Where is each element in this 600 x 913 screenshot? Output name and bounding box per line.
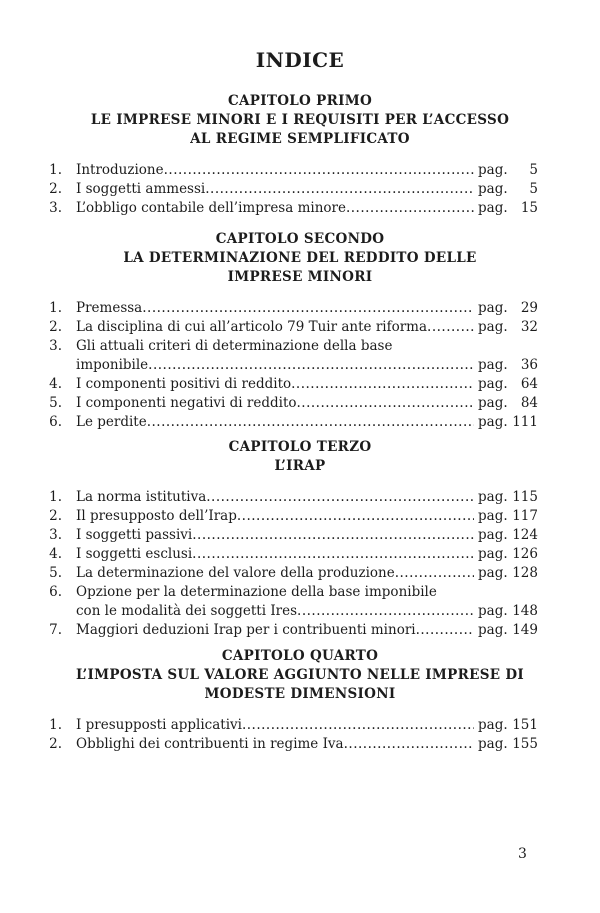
chapter-heading-line: MODESTE DIMENSIONI bbox=[204, 686, 396, 702]
entry-pag-label: pag. bbox=[478, 319, 508, 335]
entry-pag-label: pag. bbox=[478, 622, 508, 638]
entry-number: 4. bbox=[49, 546, 62, 562]
entry-list bbox=[0, 161, 600, 218]
entry-list bbox=[0, 716, 600, 754]
toc-entry[interactable] bbox=[0, 507, 600, 526]
entry-title: Maggiori deduzioni Irap per i contribuenti minori ..... bbox=[76, 621, 474, 640]
entry-number: 3. bbox=[49, 338, 62, 354]
toc-entry[interactable] bbox=[0, 161, 600, 180]
chapter-label: CAPITOLO SECONDO bbox=[215, 231, 385, 247]
entry-title: I presupposti applicativi ..... bbox=[76, 716, 474, 735]
chapter-4 bbox=[0, 647, 600, 754]
chapter-1 bbox=[0, 92, 600, 218]
entry-number: 2. bbox=[49, 736, 62, 752]
entry-number: 4. bbox=[49, 376, 62, 392]
entry-pag-label: pag. bbox=[478, 200, 508, 216]
entry-number: 2. bbox=[49, 508, 62, 524]
entry-page: 149 bbox=[512, 622, 538, 638]
entry-number: 3. bbox=[49, 527, 62, 543]
entry-page: 148 bbox=[512, 603, 538, 619]
toc-entry[interactable] bbox=[0, 299, 600, 318]
entry-page: 84 bbox=[520, 395, 538, 411]
entry-title-first-line: Gli attuali criteri di determinazione della base bbox=[76, 338, 393, 354]
chapter-heading-line: L’IRAP bbox=[274, 458, 326, 474]
entry-number: 1. bbox=[49, 162, 62, 178]
toc-entry[interactable] bbox=[0, 564, 600, 583]
entry-pag-label: pag. bbox=[478, 508, 508, 524]
entry-pag-label: pag. bbox=[478, 565, 508, 581]
entry-pag-label: pag. bbox=[478, 300, 508, 316]
entry-pag-label: pag. bbox=[478, 527, 508, 543]
entry-page: 64 bbox=[520, 376, 538, 392]
toc-entry-wrapped-first-line[interactable] bbox=[0, 583, 600, 602]
entry-title: La determinazione del valore della produzione ..... bbox=[76, 564, 474, 583]
chapter-heading-line: AL REGIME SEMPLIFICATO bbox=[190, 131, 410, 147]
toc-entry[interactable] bbox=[0, 394, 600, 413]
entry-pag-label: pag. bbox=[478, 376, 508, 392]
entry-page: 29 bbox=[520, 300, 538, 316]
entry-title: Premessa ..... bbox=[76, 299, 474, 318]
entry-list bbox=[0, 299, 600, 432]
entry-pag-label: pag. bbox=[478, 162, 508, 178]
toc-entry[interactable] bbox=[0, 488, 600, 507]
toc-entry[interactable] bbox=[0, 413, 600, 432]
entry-number: 2. bbox=[49, 319, 62, 335]
entry-page: 5 bbox=[529, 181, 538, 197]
entry-number: 5. bbox=[49, 395, 62, 411]
entry-number: 5. bbox=[49, 565, 62, 581]
toc-entry-wrapped-first-line[interactable] bbox=[0, 337, 600, 356]
entry-number: 3. bbox=[49, 200, 62, 216]
entry-number: 6. bbox=[49, 414, 62, 430]
entry-page: 5 bbox=[529, 162, 538, 178]
entry-pag-label: pag. bbox=[478, 357, 508, 373]
chapter-3 bbox=[0, 438, 600, 640]
entry-title: I componenti positivi di reddito ..... bbox=[76, 375, 474, 394]
entry-title: imponibile ..... bbox=[76, 356, 474, 375]
page-title: INDICE bbox=[255, 48, 345, 72]
entry-title: La norma istitutiva ..... bbox=[76, 488, 474, 507]
toc-entry[interactable] bbox=[0, 199, 600, 218]
entry-title: La disciplina di cui all’articolo 79 Tuir ante riforma ..... bbox=[76, 318, 474, 337]
entry-title-first-line: Opzione per la determinazione della base imponibile bbox=[76, 584, 437, 600]
entry-title: con le modalità dei soggetti Ires ..... bbox=[76, 602, 474, 621]
entry-page: 15 bbox=[520, 200, 538, 216]
entry-pag-label: pag. bbox=[478, 546, 508, 562]
entry-pag-label: pag. bbox=[478, 395, 508, 411]
entry-page: 124 bbox=[512, 527, 538, 543]
entry-number: 1. bbox=[49, 489, 62, 505]
entry-title: Introduzione ..... bbox=[76, 161, 474, 180]
entry-title: I soggetti ammessi ..... bbox=[76, 180, 474, 199]
entry-page: 126 bbox=[512, 546, 538, 562]
entry-title: Obblighi dei contribuenti in regime Iva ..... bbox=[76, 735, 474, 754]
chapter-heading-line: LA DETERMINAZIONE DEL REDDITO DELLE bbox=[123, 250, 477, 266]
chapter-heading-line: LE IMPRESE MINORI E I REQUISITI PER L’ACCESSO bbox=[90, 112, 510, 128]
entry-title: I soggetti esclusi ..... bbox=[76, 545, 474, 564]
entry-number: 2. bbox=[49, 181, 62, 197]
entry-page: 115 bbox=[512, 489, 538, 505]
entry-page: 32 bbox=[520, 319, 538, 335]
entry-pag-label: pag. bbox=[478, 489, 508, 505]
toc-entry[interactable] bbox=[0, 356, 600, 375]
toc-entry[interactable] bbox=[0, 318, 600, 337]
entry-number: 1. bbox=[49, 300, 62, 316]
entry-page: 155 bbox=[512, 736, 538, 752]
entry-page: 117 bbox=[512, 508, 538, 524]
entry-title: I soggetti passivi ..... bbox=[76, 526, 474, 545]
toc-entry[interactable] bbox=[0, 602, 600, 621]
entry-pag-label: pag. bbox=[478, 717, 508, 733]
entry-page: 128 bbox=[512, 565, 538, 581]
toc-entry[interactable] bbox=[0, 735, 600, 754]
entry-number: 7. bbox=[49, 622, 62, 638]
chapter-label: CAPITOLO PRIMO bbox=[227, 93, 373, 109]
entry-list bbox=[0, 488, 600, 640]
toc-entry[interactable] bbox=[0, 375, 600, 394]
entry-number: 1. bbox=[49, 717, 62, 733]
chapter-heading-line: L’IMPOSTA SUL VALORE AGGIUNTO NELLE IMPRESE DI bbox=[76, 667, 524, 683]
entry-title: L’obbligo contabile dell’impresa minore ..... bbox=[76, 199, 474, 218]
entry-pag-label: pag. bbox=[478, 181, 508, 197]
toc-entry[interactable] bbox=[0, 621, 600, 640]
entry-title: Le perdite ..... bbox=[76, 413, 474, 432]
page-number: 3 bbox=[518, 846, 527, 862]
chapter-heading-line: IMPRESE MINORI bbox=[227, 269, 373, 285]
chapter-label: CAPITOLO TERZO bbox=[228, 439, 372, 455]
toc-entry[interactable] bbox=[0, 545, 600, 564]
chapter-2 bbox=[0, 230, 600, 432]
entry-title: I componenti negativi di reddito ..... bbox=[76, 394, 474, 413]
entry-page: 151 bbox=[512, 717, 538, 733]
entry-pag-label: pag. bbox=[478, 603, 508, 619]
toc-entry[interactable] bbox=[0, 716, 600, 735]
entry-number: 6. bbox=[49, 584, 62, 600]
toc-entry[interactable] bbox=[0, 180, 600, 199]
entry-pag-label: pag. bbox=[478, 736, 508, 752]
toc-entry[interactable] bbox=[0, 526, 600, 545]
entry-pag-label: pag. bbox=[478, 414, 508, 430]
entry-page: 36 bbox=[520, 357, 538, 373]
entry-page: 111 bbox=[512, 414, 538, 430]
chapter-label: CAPITOLO QUARTO bbox=[221, 648, 379, 664]
entry-title: Il presupposto dell’Irap ..... bbox=[76, 507, 474, 526]
